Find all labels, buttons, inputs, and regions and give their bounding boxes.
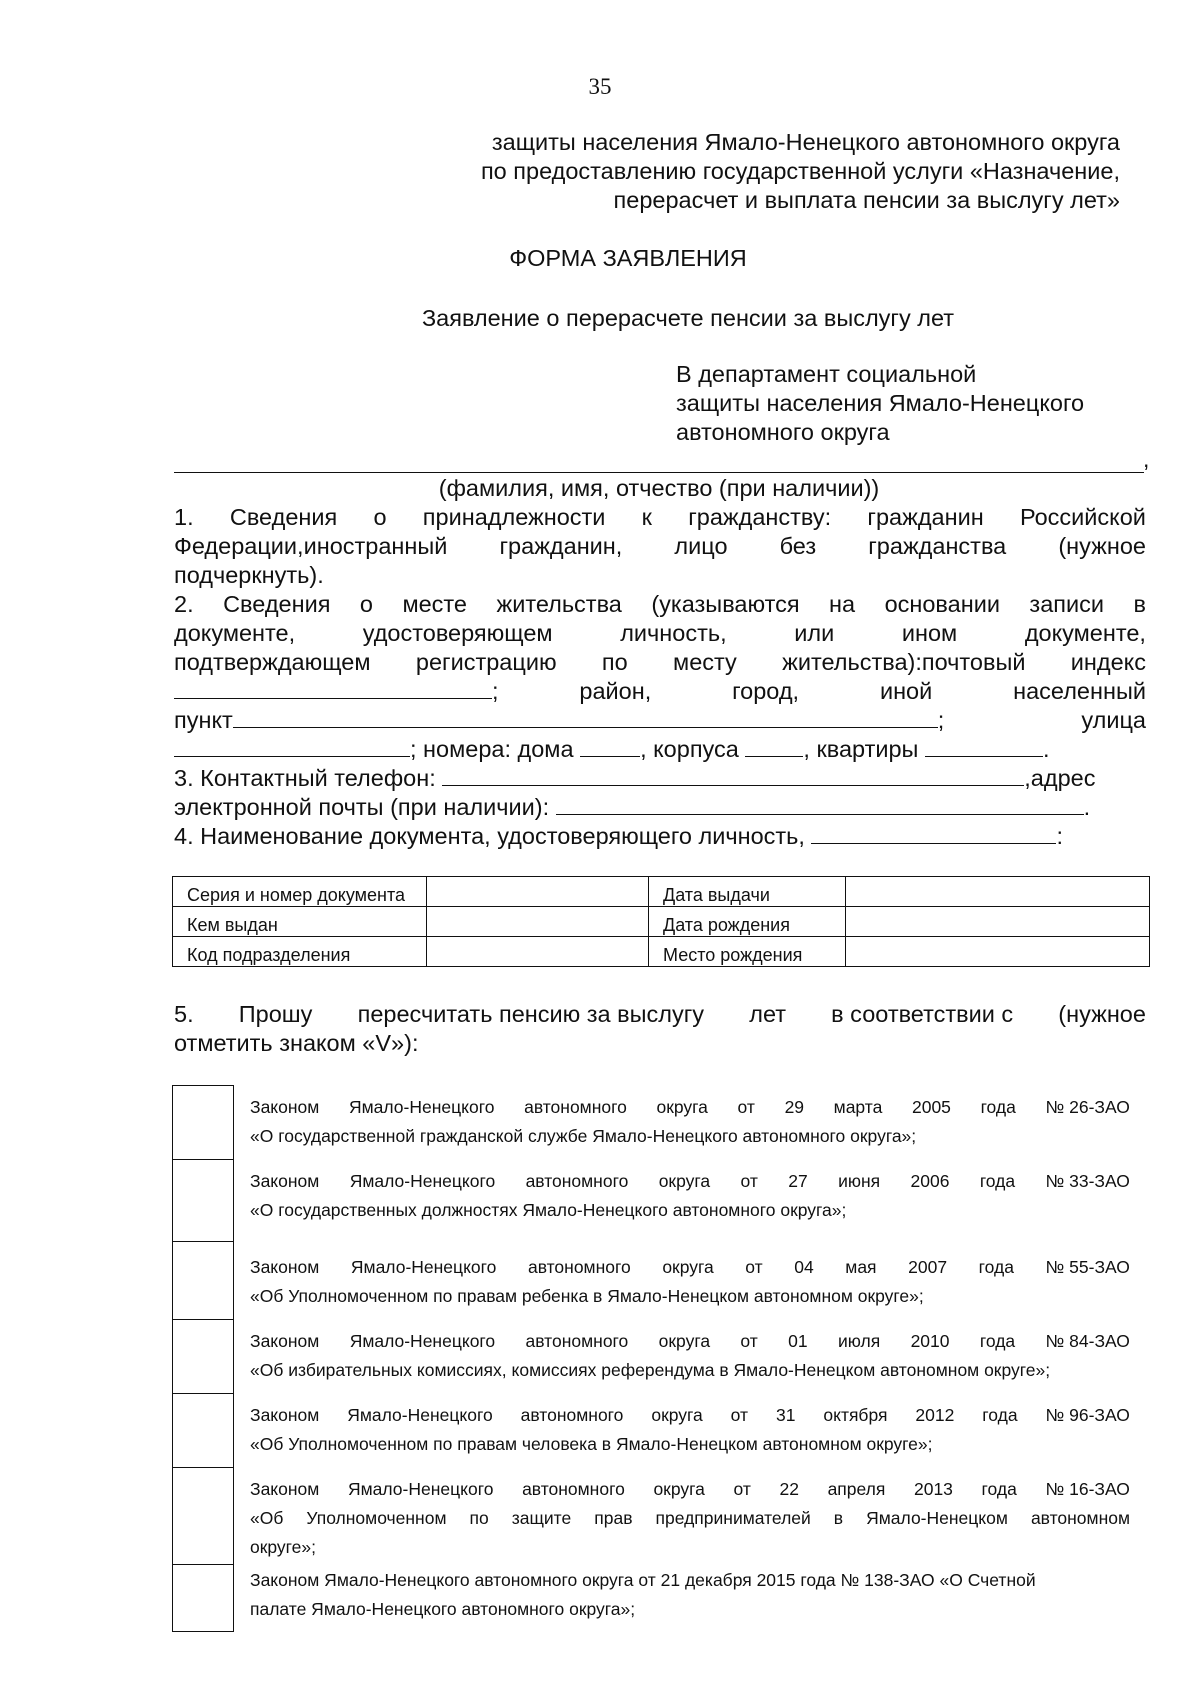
law-title: «Об Уполномоченном по правам человека в Ямало-Ненецком автономном округе»; — [250, 1434, 933, 1454]
document-header — [360, 128, 1120, 215]
table-row — [173, 937, 1150, 967]
email-field[interactable] — [556, 792, 1084, 815]
addressee-line: автономного округа — [676, 419, 890, 445]
recalc-request-line-2: отметить знаком «V»): — [174, 1030, 419, 1056]
recalc-request-line-1: 5. Прошу пересчитать пенсию за выслугу лет в соответствии с (нужное — [174, 1001, 1146, 1027]
law-checkbox-list — [172, 1085, 1152, 1632]
id-document-line: 4. Наименование документа, удостоверяющего личность, : — [174, 823, 1063, 849]
citizenship-line-3: подчеркнуть). — [174, 562, 324, 588]
law-checkbox[interactable] — [172, 1085, 234, 1159]
addressee-line: защиты населения Ямало-Ненецкого — [676, 390, 1085, 416]
table-label: Место рождения — [649, 937, 846, 967]
document-details-table — [172, 876, 1150, 967]
fio-hint: (фамилия, имя, отчество (при наличии)) — [438, 475, 880, 501]
building-field[interactable] — [745, 734, 803, 757]
law-option: Законом Ямало-Ненецкого автономного округа от 22 апреля 2013 года № 16-ЗАО «Об Уполномоченном по защите прав предпринимателей в Ямало-Ненецком автономном округе»; — [172, 1467, 1152, 1564]
law-checkbox[interactable] — [172, 1393, 234, 1467]
email-line: электронной почты (при наличии): . — [174, 794, 1091, 820]
law-title: «Об избирательных комиссиях, комиссиях референдума в Ямало-Ненецком автономном округе»; — [250, 1360, 1051, 1380]
house-field[interactable] — [580, 734, 640, 757]
table-row — [173, 907, 1150, 937]
law-title: «Об Уполномоченном по защите прав предпринимателей в Ямало-Ненецком автономном — [250, 1508, 1130, 1528]
law-title: «Об Уполномоченном по правам ребенка в Ямало-Ненецком автономном округе»; — [250, 1286, 924, 1306]
apartment-field[interactable] — [925, 734, 1043, 757]
residence-line-4: ; район, город, иной населенный — [174, 676, 1146, 706]
application-title: Заявление о перерасчете пенсии за выслугу лет — [421, 305, 955, 331]
fio-comma: , — [1143, 446, 1150, 472]
table-input-cell[interactable] — [846, 907, 1150, 937]
table-label: Дата рождения — [649, 907, 846, 937]
table-input-cell[interactable] — [846, 877, 1150, 907]
citizenship-line-2: Федерации,иностранный гражданин, лицо без гражданства (нужное — [174, 533, 1146, 559]
header-line: защиты населения Ямало-Ненецкого автономного округа — [491, 129, 1120, 155]
citizenship-line-1: 1. Сведения о принадлежности к гражданству: гражданин Российской — [174, 504, 1146, 530]
residence-line-6: ; номера: дома , корпуса , квартиры . — [174, 734, 1146, 764]
phone-line: 3. Контактный телефон: ,адрес — [174, 765, 1096, 791]
law-checkbox[interactable] — [172, 1319, 234, 1393]
law-title: палате Ямало-Ненецкого автономного округа»; — [250, 1599, 636, 1619]
addressee-block — [676, 360, 1136, 447]
law-option — [172, 1564, 1152, 1632]
law-checkbox[interactable] — [172, 1241, 234, 1319]
table-label: Код подразделения — [173, 937, 427, 967]
law-checkbox[interactable] — [172, 1159, 234, 1241]
phone-field[interactable] — [442, 763, 1024, 786]
table-label: Кем выдан — [173, 907, 427, 937]
locality-field[interactable] — [233, 705, 938, 728]
id-document-field[interactable] — [811, 821, 1056, 844]
postal-index-field[interactable] — [174, 676, 492, 699]
page-number: 35 — [588, 74, 612, 99]
law-title: «О государственной гражданской службе Ямало-Ненецкого автономного округа»; — [250, 1126, 917, 1146]
residence-line-1: 2. Сведения о месте жительства (указываются на основании записи в — [174, 591, 1146, 617]
table-row — [173, 877, 1150, 907]
table-input-cell[interactable] — [427, 937, 649, 967]
table-label: Дата выдачи — [649, 877, 846, 907]
law-checkbox[interactable] — [172, 1467, 234, 1564]
table-label: Серия и номер документа — [173, 877, 427, 907]
law-option: Законом Ямало-Ненецкого автономного округа от 29 марта 2005 года № 26-ЗАО «О государственной гражданской службе Ямало-Ненецкого автономного округа»; — [172, 1085, 1152, 1159]
law-option: Законом Ямало-Ненецкого автономного округа от 31 октября 2012 года № 96-ЗАО «Об Уполномоченном по правам человека в Ямало-Ненецком автономном округе»; — [172, 1393, 1152, 1467]
form-title: ФОРМА ЗАЯВЛЕНИЯ — [509, 245, 747, 271]
table-input-cell[interactable] — [427, 907, 649, 937]
fio-input-line[interactable] — [174, 445, 1144, 473]
table-input-cell[interactable] — [427, 877, 649, 907]
header-line: перерасчет и выплата пенсии за выслугу лет» — [613, 187, 1120, 213]
law-option: Законом Ямало-Ненецкого автономного округа от 04 мая 2007 года № 55-ЗАО «Об Уполномоченном по правам ребенка в Ямало-Ненецком автономном округе»; — [172, 1241, 1152, 1319]
header-line: по предоставлению государственной услуги «Назначение, — [480, 158, 1120, 184]
law-checkbox[interactable] — [172, 1564, 234, 1632]
table-input-cell[interactable] — [846, 937, 1150, 967]
residence-line-2: документе, удостоверяющем личность, или ином документе, — [174, 620, 1146, 646]
addressee-line: В департамент социальной — [676, 361, 977, 387]
law-heading: Законом Ямало-Ненецкого автономного округа от 21 декабря 2015 года № 138-ЗАО «О Счетной — [250, 1570, 1036, 1590]
residence-line-5: пункт ; улица — [174, 707, 1146, 733]
law-title-end: округе»; — [250, 1537, 317, 1557]
law-option: Законом Ямало-Ненецкого автономного округа от 27 июня 2006 года № 33-ЗАО «О государственных должностях Ямало-Ненецкого автономного округа»; — [172, 1159, 1152, 1241]
residence-line-3: подтверждающем регистрацию по месту жительства):почтовый индекс — [174, 649, 1146, 675]
law-option: Законом Ямало-Ненецкого автономного округа от 01 июля 2010 года № 84-ЗАО «Об избирательных комиссиях, комиссиях референдума в Ямало-Ненецком автономном округе»; — [172, 1319, 1152, 1393]
law-title: «О государственных должностях Ямало-Ненецкого автономного округа»; — [250, 1200, 847, 1220]
street-field[interactable] — [174, 734, 410, 757]
